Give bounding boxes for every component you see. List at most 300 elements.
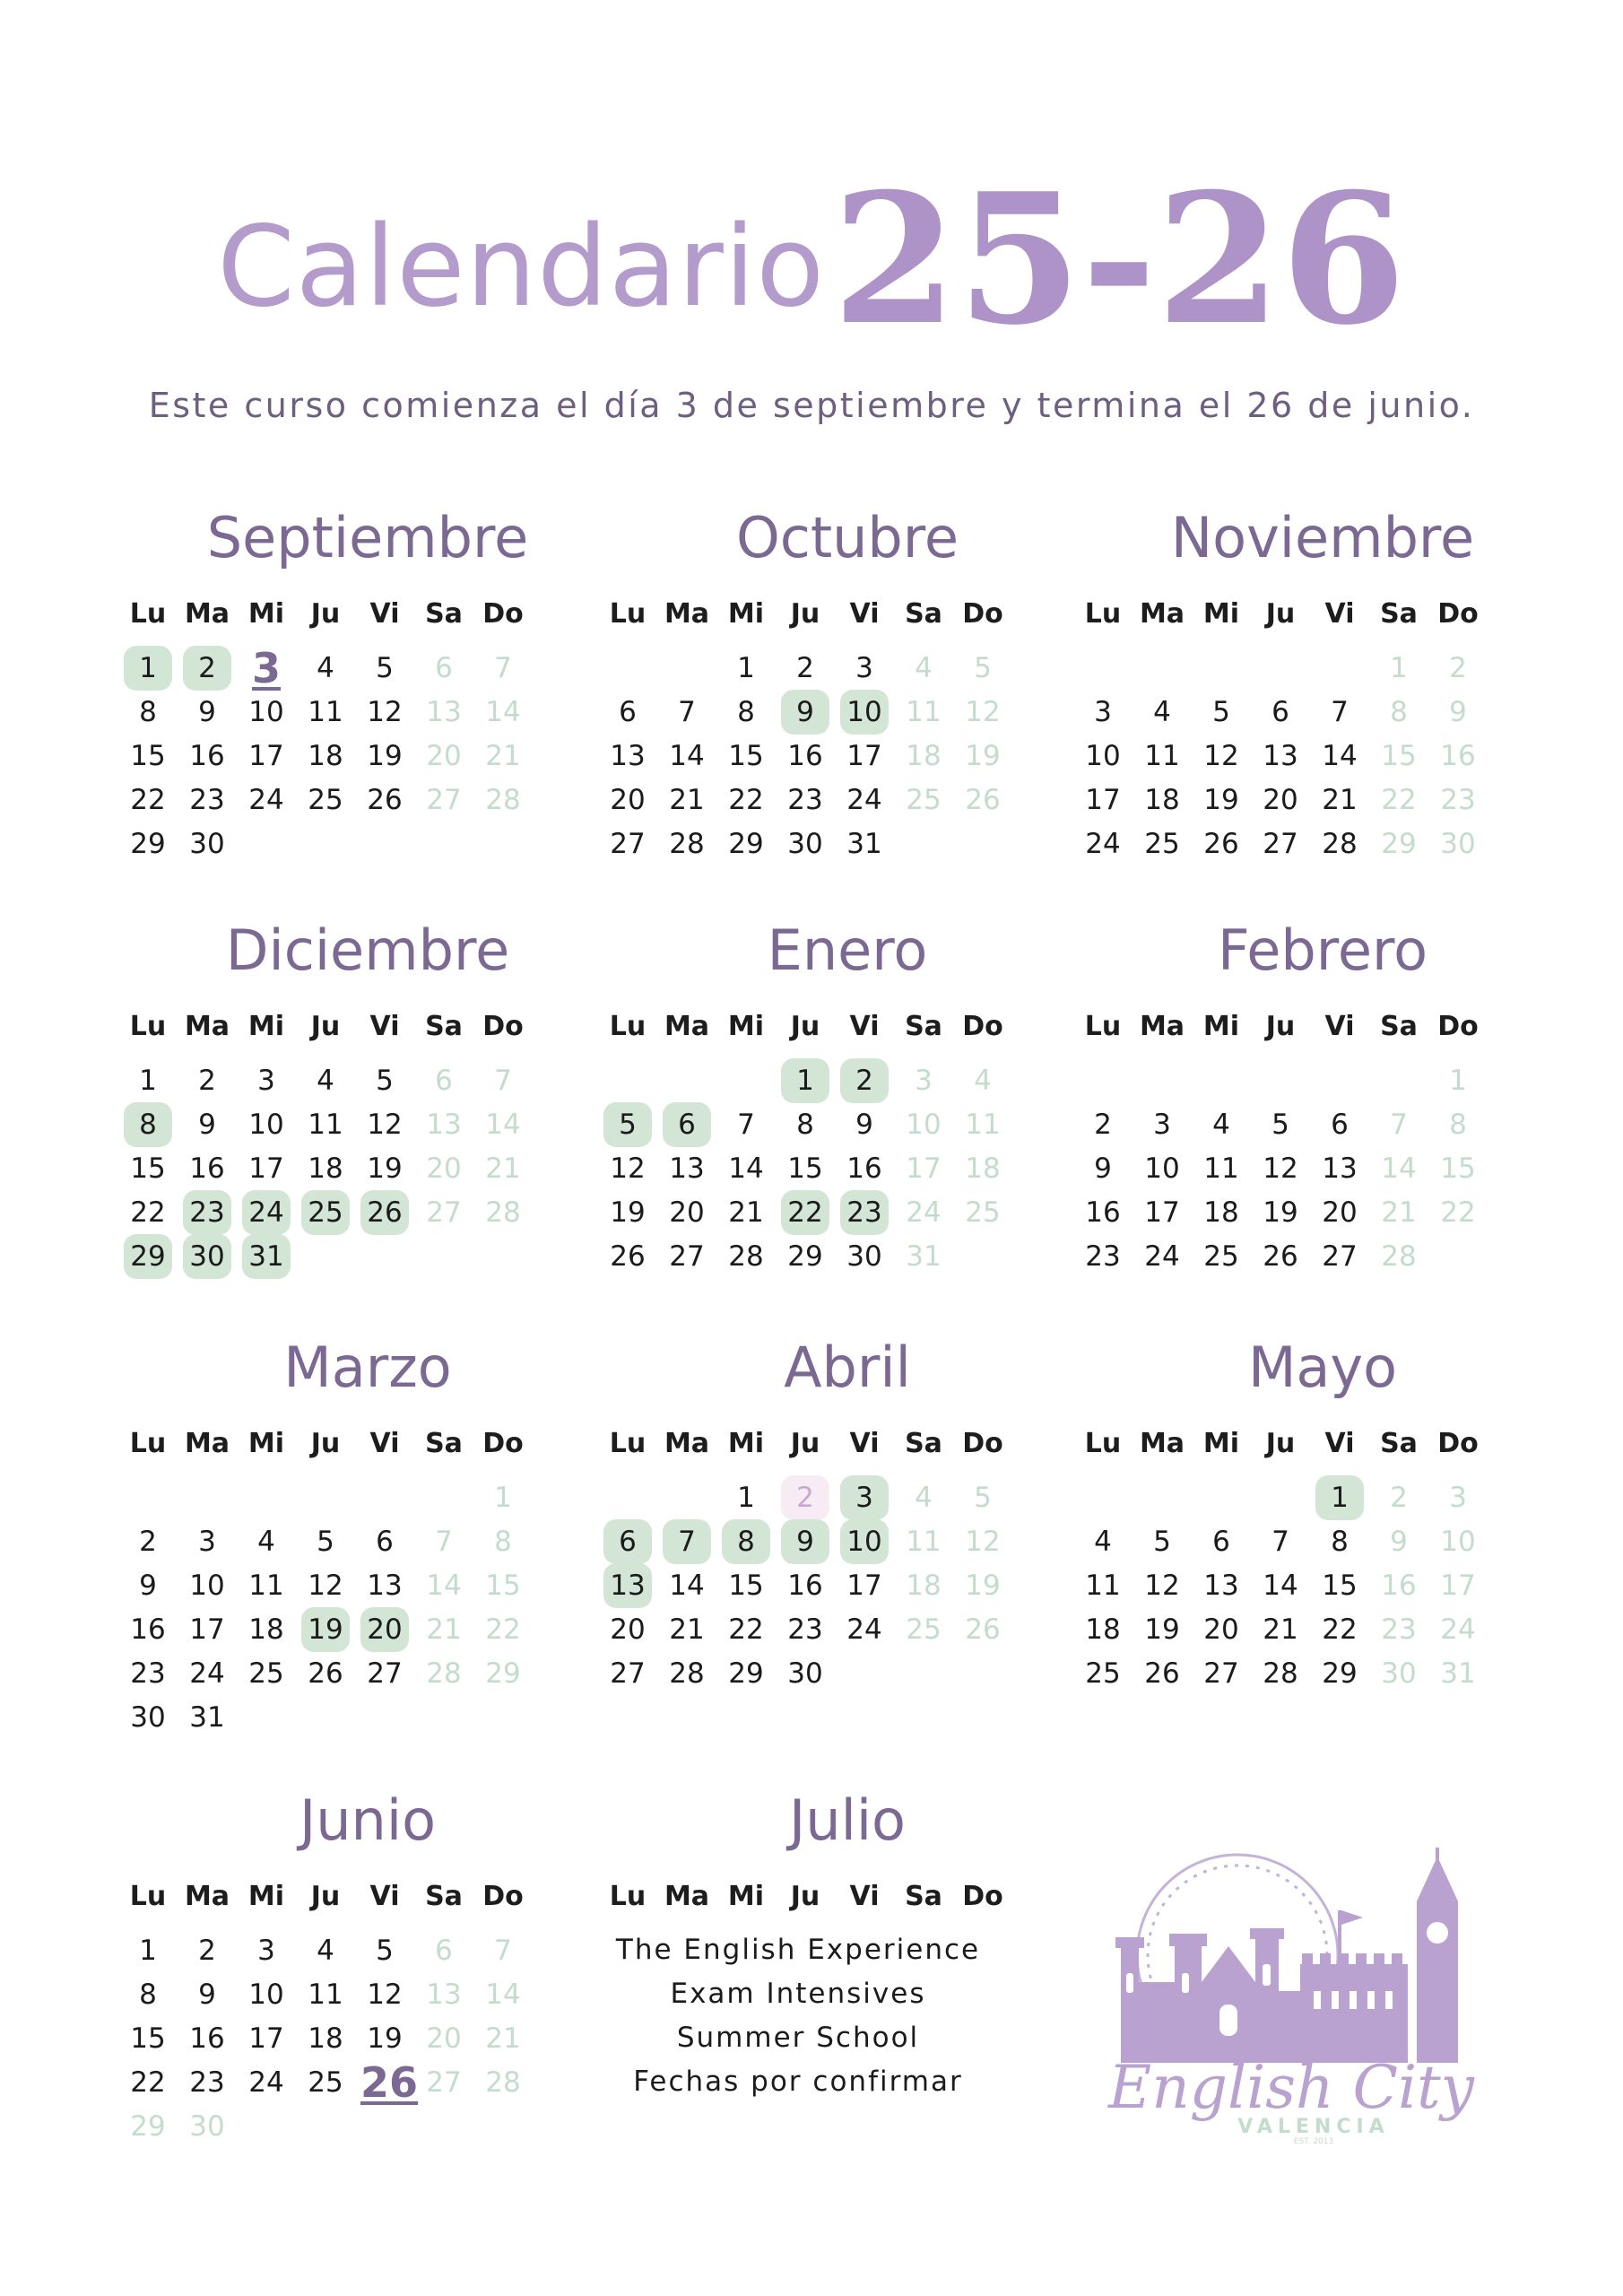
day-cell: 4 xyxy=(915,1482,933,1514)
day-cell: 8 xyxy=(139,696,157,728)
day-cell: 9 xyxy=(198,1109,216,1141)
weekday-header: Vi xyxy=(369,1428,400,1459)
day-cell: 29 xyxy=(130,828,166,860)
page-title xyxy=(0,154,1623,365)
weekday-header: Ju xyxy=(310,1011,341,1042)
weekday-header: Sa xyxy=(1380,598,1418,630)
day-cell: 25 xyxy=(308,2066,343,2099)
logo-subtext: VALENCIA xyxy=(1237,2116,1390,2138)
weekday-header: Mi xyxy=(1202,1011,1240,1042)
weekday-header: Ju xyxy=(790,1011,820,1042)
day-cell: 15 xyxy=(130,2022,166,2055)
day-cell: 22 xyxy=(1322,1613,1358,1646)
day-cell: 31 xyxy=(906,1240,942,1273)
day-cell: 19 xyxy=(367,2022,403,2055)
day-cell: 19 xyxy=(367,740,403,772)
day-cell: 14 xyxy=(426,1570,462,1602)
day-cell: 30 xyxy=(846,1240,882,1273)
day-cell: 17 xyxy=(846,1570,882,1602)
day-cell: 25 xyxy=(906,1613,942,1646)
day-cell: 19 xyxy=(610,1196,646,1229)
day-cell: 4 xyxy=(317,652,334,684)
day-cell: 18 xyxy=(248,1613,284,1646)
day-cell: 2 xyxy=(840,1058,889,1103)
day-cell: 5 xyxy=(974,1482,992,1514)
day-cell: 24 xyxy=(846,784,882,816)
day-cell: 13 xyxy=(603,1563,652,1608)
weekday-header: Vi xyxy=(849,1011,880,1042)
weekday-header: Mi xyxy=(1202,1428,1240,1459)
day-cell: 29 xyxy=(124,1234,172,1279)
weekday-header: Do xyxy=(962,1011,1003,1042)
weekday-header: Do xyxy=(1437,1428,1479,1459)
weekday-header: Lu xyxy=(609,1881,647,1912)
day-cell: 2 xyxy=(1449,652,1467,684)
weekday-header: Ma xyxy=(184,1011,230,1042)
day-cell: 20 xyxy=(669,1196,705,1229)
day-cell: 25 xyxy=(301,1190,350,1235)
month-junio xyxy=(121,1780,614,2283)
day-cell: 22 xyxy=(130,784,166,816)
weekday-header: Sa xyxy=(1380,1011,1418,1042)
day-cell: 3 xyxy=(257,1935,275,1967)
weekday-header: Vi xyxy=(369,1881,400,1912)
day-cell: 26 xyxy=(360,1190,409,1235)
weekday-header: Do xyxy=(1437,598,1479,630)
day-cell: 26 xyxy=(360,2058,419,2107)
weekday-header: Ju xyxy=(310,1428,341,1459)
day-cell: 19 xyxy=(965,740,1001,772)
weekday-header: Do xyxy=(962,1428,1003,1459)
month-name: Febrero xyxy=(1217,918,1428,983)
day-cell: 20 xyxy=(360,1607,409,1652)
day-cell: 7 xyxy=(1271,1526,1289,1558)
month-name: Mayo xyxy=(1247,1335,1398,1400)
weekday-header: Mi xyxy=(247,1011,285,1042)
day-cell: 13 xyxy=(426,1109,462,1141)
day-cell: 28 xyxy=(426,1657,462,1690)
day-cell: 4 xyxy=(1153,696,1171,728)
day-cell: 19 xyxy=(367,1152,403,1185)
day-cell: 30 xyxy=(189,828,225,860)
day-cell: 16 xyxy=(1381,1570,1417,1602)
weekday-header: Ma xyxy=(664,1011,710,1042)
day-cell: 9 xyxy=(781,690,829,735)
weekday-header: Sa xyxy=(905,1881,942,1912)
weekday-header: Vi xyxy=(849,598,880,630)
month-name: Abril xyxy=(784,1335,911,1400)
day-cell: 9 xyxy=(1390,1526,1408,1558)
julio-note: Summer School xyxy=(676,2022,920,2054)
day-cell: 4 xyxy=(317,1935,334,1967)
day-cell: 23 xyxy=(787,784,823,816)
day-cell: 7 xyxy=(1331,696,1349,728)
day-cell: 16 xyxy=(1440,740,1476,772)
day-cell: 23 xyxy=(1085,1240,1121,1273)
day-cell: 30 xyxy=(189,2110,225,2143)
weekday-header: Sa xyxy=(905,1428,942,1459)
day-cell: 3 xyxy=(1449,1482,1467,1514)
day-cell: 4 xyxy=(974,1065,992,1097)
day-cell: 14 xyxy=(728,1152,764,1185)
weekday-header: Ma xyxy=(664,1881,710,1912)
day-cell: 14 xyxy=(669,740,705,772)
month-mayo xyxy=(1076,1327,1569,1830)
day-cell: 16 xyxy=(846,1152,882,1185)
day-cell: 8 xyxy=(796,1109,814,1141)
day-cell: 2 xyxy=(1094,1109,1112,1141)
day-cell: 26 xyxy=(308,1657,343,1690)
day-cell: 11 xyxy=(308,1979,343,2011)
day-cell: 12 xyxy=(308,1570,343,1602)
day-cell: 4 xyxy=(915,652,933,684)
day-cell: 7 xyxy=(494,1065,512,1097)
weekday-header: Vi xyxy=(369,1011,400,1042)
weekday-header: Sa xyxy=(905,1011,942,1042)
day-cell: 9 xyxy=(198,696,216,728)
month-name: Enero xyxy=(767,918,928,983)
day-cell: 5 xyxy=(1153,1526,1171,1558)
day-cell: 18 xyxy=(965,1152,1001,1185)
day-cell: 20 xyxy=(1263,784,1298,816)
day-cell: 31 xyxy=(242,1234,291,1279)
day-cell: 17 xyxy=(248,2022,284,2055)
day-cell: 8 xyxy=(722,1519,770,1564)
day-cell: 28 xyxy=(485,2066,521,2099)
day-cell: 23 xyxy=(1440,784,1476,816)
weekday-header: Mi xyxy=(247,598,285,630)
day-cell: 19 xyxy=(965,1570,1001,1602)
weekday-header: Do xyxy=(482,1011,524,1042)
day-cell: 17 xyxy=(846,740,882,772)
day-cell: 10 xyxy=(840,690,889,735)
day-cell: 29 xyxy=(485,1657,521,1690)
day-cell: 18 xyxy=(906,1570,942,1602)
day-cell: 16 xyxy=(189,2022,225,2055)
day-cell: 24 xyxy=(248,2066,284,2099)
day-cell: 22 xyxy=(485,1613,521,1646)
day-cell: 20 xyxy=(1203,1613,1239,1646)
weekday-header: Ma xyxy=(1139,1011,1185,1042)
day-cell: 10 xyxy=(840,1519,889,1564)
weekday-header: Vi xyxy=(1324,1011,1355,1042)
weekday-header: Do xyxy=(482,598,524,630)
day-cell: 7 xyxy=(494,1935,512,1967)
day-cell: 3 xyxy=(915,1065,933,1097)
day-cell: 1 xyxy=(139,1065,157,1097)
day-cell: 28 xyxy=(485,784,521,816)
day-cell: 29 xyxy=(728,1657,764,1690)
day-cell: 27 xyxy=(669,1240,705,1273)
day-cell: 31 xyxy=(1440,1657,1476,1690)
day-cell: 3 xyxy=(855,652,873,684)
day-cell: 5 xyxy=(974,652,992,684)
day-cell: 2 xyxy=(1390,1482,1408,1514)
weekday-header: Ma xyxy=(184,1881,230,1912)
month-julio xyxy=(601,1780,1094,2283)
day-cell: 3 xyxy=(257,1065,275,1097)
day-cell: 5 xyxy=(317,1526,334,1558)
day-cell: 13 xyxy=(610,740,646,772)
day-cell: 20 xyxy=(610,1613,646,1646)
logo-est: EST. 2013 xyxy=(1293,2137,1334,2144)
julio-note: Exam Intensives xyxy=(670,1978,926,2010)
day-cell: 11 xyxy=(1203,1152,1239,1185)
day-cell: 15 xyxy=(1381,740,1417,772)
day-cell: 21 xyxy=(1381,1196,1417,1229)
day-cell: 8 xyxy=(494,1526,512,1558)
day-cell: 9 xyxy=(139,1570,157,1602)
day-cell: 23 xyxy=(130,1657,166,1690)
day-cell: 28 xyxy=(669,828,705,860)
day-cell: 15 xyxy=(728,1570,764,1602)
weekday-header: Lu xyxy=(129,1011,167,1042)
weekday-header: Lu xyxy=(1084,598,1122,630)
day-cell: 22 xyxy=(728,1613,764,1646)
weekday-header: Ju xyxy=(790,598,820,630)
month-name: Noviembre xyxy=(1170,505,1475,570)
day-cell: 18 xyxy=(308,1152,343,1185)
weekday-header: Do xyxy=(962,598,1003,630)
day-cell: 29 xyxy=(728,828,764,860)
weekday-header: Mi xyxy=(727,598,765,630)
weekday-header: Sa xyxy=(905,598,942,630)
day-cell: 23 xyxy=(183,1190,231,1235)
day-cell: 21 xyxy=(669,784,705,816)
day-cell: 21 xyxy=(485,1152,521,1185)
weekday-header: Ju xyxy=(790,1428,820,1459)
day-cell: 14 xyxy=(485,1109,521,1141)
day-cell: 28 xyxy=(728,1240,764,1273)
day-cell: 25 xyxy=(1144,828,1180,860)
day-cell: 7 xyxy=(494,652,512,684)
day-cell: 26 xyxy=(610,1240,646,1273)
day-cell: 29 xyxy=(1381,828,1417,860)
day-cell: 3 xyxy=(1094,696,1112,728)
day-cell: 18 xyxy=(1085,1613,1121,1646)
weekday-header: Lu xyxy=(1084,1428,1122,1459)
day-cell: 10 xyxy=(1144,1152,1180,1185)
day-cell: 22 xyxy=(130,1196,166,1229)
weekday-header: Sa xyxy=(425,598,463,630)
julio-note: Fechas por confirmar xyxy=(633,2066,963,2098)
day-cell: 25 xyxy=(1085,1657,1121,1690)
weekday-header: Mi xyxy=(727,1881,765,1912)
day-cell: 11 xyxy=(308,1109,343,1141)
day-cell: 14 xyxy=(1381,1152,1417,1185)
weekday-header: Lu xyxy=(129,1428,167,1459)
weekday-header: Mi xyxy=(727,1011,765,1042)
day-cell: 11 xyxy=(906,696,942,728)
day-cell: 13 xyxy=(367,1570,403,1602)
day-cell: 10 xyxy=(189,1570,225,1602)
day-cell: 30 xyxy=(130,1701,166,1734)
weekday-header: Vi xyxy=(1324,1428,1355,1459)
day-cell: 6 xyxy=(603,1519,652,1564)
weekday-header: Ma xyxy=(184,598,230,630)
weekday-header: Mi xyxy=(1202,598,1240,630)
day-cell: 19 xyxy=(1203,784,1239,816)
day-cell: 23 xyxy=(840,1190,889,1235)
day-cell: 6 xyxy=(1212,1526,1230,1558)
weekday-header: Sa xyxy=(425,1011,463,1042)
day-cell: 24 xyxy=(846,1613,882,1646)
day-cell: 31 xyxy=(189,1701,225,1734)
day-cell: 16 xyxy=(787,1570,823,1602)
day-cell: 25 xyxy=(906,784,942,816)
month-name: Diciembre xyxy=(225,918,510,983)
day-cell: 2 xyxy=(139,1526,157,1558)
day-cell: 21 xyxy=(485,2022,521,2055)
day-cell: 16 xyxy=(189,1152,225,1185)
day-cell: 29 xyxy=(1322,1657,1358,1690)
day-cell: 24 xyxy=(248,784,284,816)
day-cell: 5 xyxy=(1271,1109,1289,1141)
weekday-header: Lu xyxy=(1084,1011,1122,1042)
weekday-header: Do xyxy=(482,1881,524,1912)
weekday-header: Sa xyxy=(425,1428,463,1459)
day-cell: 5 xyxy=(1212,696,1230,728)
day-cell: 1 xyxy=(1315,1475,1364,1520)
day-cell: 17 xyxy=(189,1613,225,1646)
day-cell: 10 xyxy=(248,1979,284,2011)
day-cell: 29 xyxy=(130,2110,166,2143)
weekday-header: Ju xyxy=(1265,1011,1296,1042)
day-cell: 1 xyxy=(1449,1065,1467,1097)
weekday-header: Lu xyxy=(129,1881,167,1912)
day-cell: 17 xyxy=(1440,1570,1476,1602)
day-cell: 2 xyxy=(198,1935,216,1967)
day-cell: 12 xyxy=(965,696,1001,728)
day-cell: 21 xyxy=(426,1613,462,1646)
day-cell: 24 xyxy=(242,1190,291,1235)
day-cell: 8 xyxy=(139,1979,157,2011)
day-cell: 5 xyxy=(603,1102,652,1147)
day-cell: 8 xyxy=(1449,1109,1467,1141)
day-cell: 25 xyxy=(965,1196,1001,1229)
weekday-header: Vi xyxy=(1324,598,1355,630)
title-years: 25-26 xyxy=(832,154,1406,365)
day-cell: 30 xyxy=(1381,1657,1417,1690)
weekday-header: Sa xyxy=(425,1881,463,1912)
day-cell: 18 xyxy=(308,2022,343,2055)
day-cell: 24 xyxy=(189,1657,225,1690)
weekday-header: Vi xyxy=(369,598,400,630)
month-abril xyxy=(601,1327,1094,1830)
day-cell: 29 xyxy=(787,1240,823,1273)
day-cell: 30 xyxy=(1440,828,1476,860)
day-cell: 28 xyxy=(1381,1240,1417,1273)
day-cell: 1 xyxy=(737,652,755,684)
day-cell: 9 xyxy=(781,1519,829,1564)
day-cell: 20 xyxy=(426,2022,462,2055)
day-cell: 27 xyxy=(426,1196,462,1229)
day-cell: 12 xyxy=(367,1109,403,1141)
day-cell: 20 xyxy=(610,784,646,816)
day-cell: 4 xyxy=(257,1526,275,1558)
day-cell: 10 xyxy=(906,1109,942,1141)
day-cell: 18 xyxy=(1203,1196,1239,1229)
day-cell: 27 xyxy=(426,2066,462,2099)
day-cell: 7 xyxy=(1390,1109,1408,1141)
day-cell: 20 xyxy=(426,1152,462,1185)
day-cell: 2 xyxy=(796,652,814,684)
day-cell: 14 xyxy=(1263,1570,1298,1602)
day-cell: 26 xyxy=(965,1613,1001,1646)
day-cell: 30 xyxy=(787,828,823,860)
day-cell: 12 xyxy=(965,1526,1001,1558)
day-cell: 11 xyxy=(1144,740,1180,772)
day-cell: 30 xyxy=(787,1657,823,1690)
day-cell: 3 xyxy=(198,1526,216,1558)
day-cell: 16 xyxy=(787,740,823,772)
day-cell: 15 xyxy=(1322,1570,1358,1602)
day-cell: 11 xyxy=(308,696,343,728)
day-cell: 8 xyxy=(1331,1526,1349,1558)
day-cell: 16 xyxy=(130,1613,166,1646)
day-cell: 9 xyxy=(855,1109,873,1141)
day-cell: 5 xyxy=(376,1935,394,1967)
day-cell: 17 xyxy=(1085,784,1121,816)
weekday-header: Ma xyxy=(184,1428,230,1459)
day-cell: 1 xyxy=(139,1935,157,1967)
day-cell: 9 xyxy=(198,1979,216,2011)
day-cell: 6 xyxy=(435,652,453,684)
day-cell: 10 xyxy=(248,696,284,728)
weekday-header: Lu xyxy=(609,1428,647,1459)
day-cell: 8 xyxy=(124,1102,172,1147)
day-cell: 9 xyxy=(1094,1152,1112,1185)
day-cell: 31 xyxy=(846,828,882,860)
day-cell: 2 xyxy=(183,646,231,691)
day-cell: 20 xyxy=(426,740,462,772)
weekday-header: Lu xyxy=(129,598,167,630)
weekday-header: Mi xyxy=(727,1428,765,1459)
day-cell: 7 xyxy=(737,1109,755,1141)
subtitle: Este curso comienza el día 3 de septiembre y termina el 26 de junio. xyxy=(148,386,1475,425)
title-word: Calendario xyxy=(217,203,826,332)
english-city-logo xyxy=(1103,1848,1480,2144)
day-cell: 25 xyxy=(1203,1240,1239,1273)
day-cell: 13 xyxy=(669,1152,705,1185)
day-cell: 25 xyxy=(248,1657,284,1690)
weekday-header: Do xyxy=(962,1881,1003,1912)
day-cell: 24 xyxy=(1440,1613,1476,1646)
day-cell: 21 xyxy=(1263,1613,1298,1646)
day-cell: 4 xyxy=(317,1065,334,1097)
day-cell: 12 xyxy=(1203,740,1239,772)
day-cell: 26 xyxy=(965,784,1001,816)
day-cell: 13 xyxy=(1263,740,1298,772)
day-cell: 20 xyxy=(1322,1196,1358,1229)
day-cell: 5 xyxy=(376,1065,394,1097)
day-cell: 1 xyxy=(737,1482,755,1514)
day-cell: 30 xyxy=(183,1234,231,1279)
weekday-header: Ju xyxy=(790,1881,820,1912)
day-cell: 22 xyxy=(728,784,764,816)
day-cell: 21 xyxy=(485,740,521,772)
day-cell: 10 xyxy=(1440,1526,1476,1558)
weekday-header: Mi xyxy=(247,1428,285,1459)
weekday-header: Ju xyxy=(1265,598,1296,630)
day-cell: 7 xyxy=(663,1519,711,1564)
day-cell: 2 xyxy=(198,1065,216,1097)
day-cell: 10 xyxy=(248,1109,284,1141)
weekday-header: Ju xyxy=(1265,1428,1296,1459)
day-cell: 24 xyxy=(1085,828,1121,860)
day-cell: 15 xyxy=(787,1152,823,1185)
day-cell: 14 xyxy=(485,1979,521,2011)
